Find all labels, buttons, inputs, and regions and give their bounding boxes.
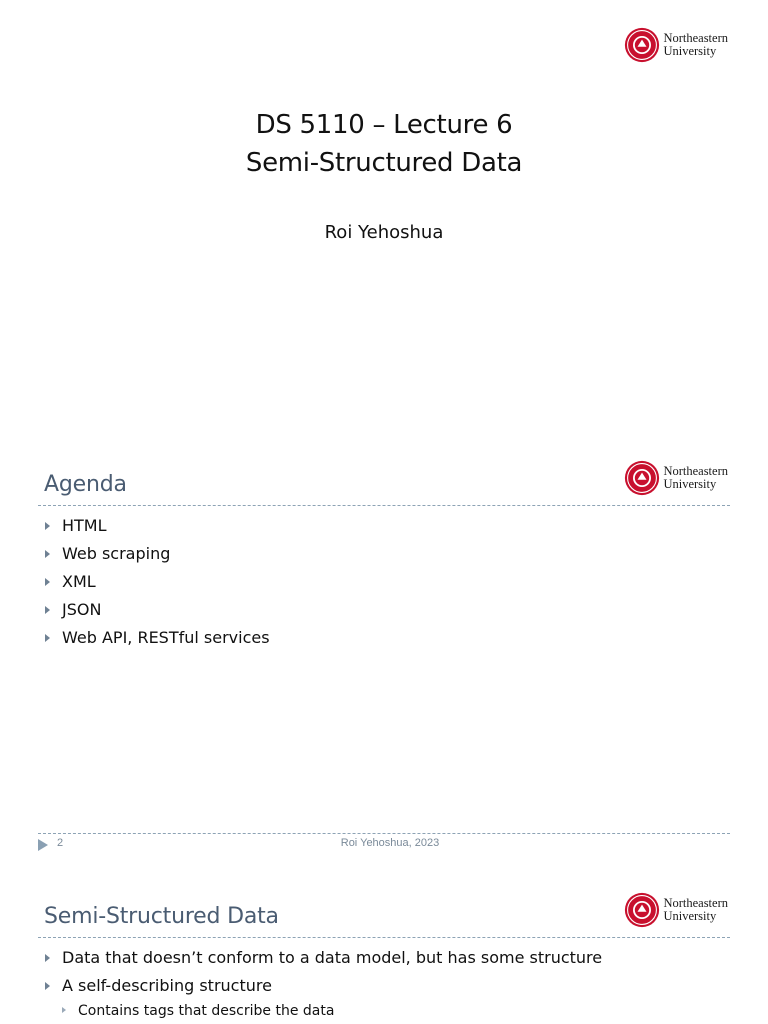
- title-slide: [0, 0, 768, 440]
- logo-line1: Northeastern: [663, 464, 728, 478]
- list-item-text: JSON: [62, 600, 102, 619]
- university-logo: [624, 27, 728, 63]
- list-item-text: A self-describing structure: [62, 976, 272, 995]
- author-name: Roi Yehoshua: [324, 222, 444, 243]
- bullet-arrow-icon: [45, 522, 50, 530]
- university-logo: [624, 460, 728, 496]
- list-item: [44, 624, 270, 652]
- bullet-arrow-icon: [45, 954, 50, 962]
- agenda-slide: [0, 440, 768, 872]
- bullet-arrow-icon: [45, 606, 50, 614]
- list-item-text: Web scraping: [62, 544, 171, 563]
- lecture-title: DS 5110 – Lecture 6: [255, 110, 513, 140]
- footer-divider: [38, 833, 730, 834]
- logo-line2: University: [663, 909, 717, 923]
- bullet-arrow-icon: [45, 578, 50, 586]
- bullet-arrow-icon: [45, 982, 50, 990]
- page-number: 2: [57, 837, 64, 849]
- lecture-subtitle: Semi-Structured Data: [245, 148, 523, 178]
- seal-icon: [624, 892, 660, 928]
- sub-list-item: [44, 1000, 602, 1022]
- list-item: [44, 596, 270, 624]
- title-block: [0, 106, 768, 182]
- bullet-arrow-icon: [45, 634, 50, 642]
- logo-line1: Northeastern: [663, 896, 728, 910]
- title-divider: [38, 937, 730, 938]
- list-item: [44, 972, 602, 1000]
- university-logo: [624, 892, 728, 928]
- list-item-text: Web API, RESTful services: [62, 628, 270, 647]
- title-divider: [38, 505, 730, 506]
- slide-title: Semi-Structured Data: [44, 904, 279, 929]
- footer-credit: Roi Yehoshua, 2023: [340, 837, 440, 849]
- list-item: [44, 944, 602, 972]
- list-item: [44, 568, 270, 596]
- slide-title: Agenda: [44, 472, 127, 497]
- list-item: [44, 512, 270, 540]
- content-list: [44, 944, 602, 1022]
- sub-bullet-arrow-icon: [62, 1007, 66, 1013]
- seal-icon: [624, 27, 660, 63]
- agenda-list: [44, 512, 270, 652]
- list-item-text: Data that doesn’t conform to a data model, but has some structure: [62, 948, 603, 967]
- logo-line1: Northeastern: [663, 31, 728, 45]
- sub-list-item-text: Contains tags that describe the data: [78, 1003, 335, 1019]
- list-item: [44, 540, 270, 568]
- seal-icon: [624, 460, 660, 496]
- list-item-text: XML: [62, 572, 96, 591]
- list-item-text: HTML: [62, 516, 107, 535]
- logo-line2: University: [663, 44, 717, 58]
- logo-line2: University: [663, 477, 717, 491]
- bullet-arrow-icon: [45, 550, 50, 558]
- semi-structured-slide: [0, 872, 768, 1024]
